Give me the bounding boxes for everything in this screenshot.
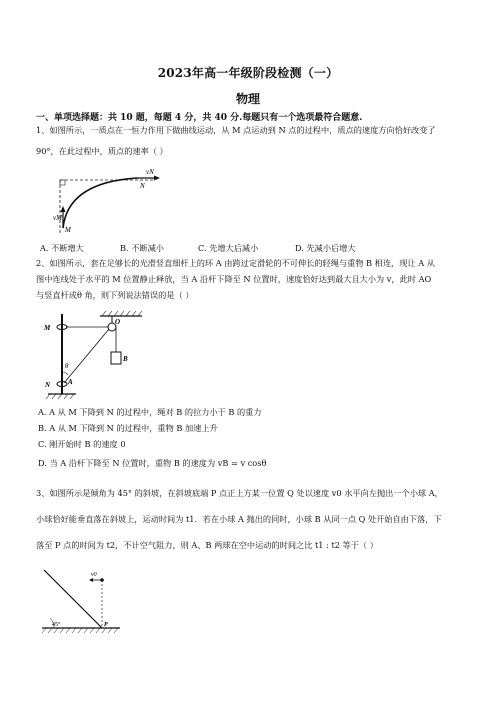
q3-line2: 小球恰好能垂直落在斜坡上，运动时间为 t1．若在小球 A 抛出的同时，小球 B 从同一点 Q 处开始自由下落，下 [36, 514, 442, 524]
q2-line3: 与竖直杆成θ 角，则下列说法错误的是（ ） [36, 290, 194, 300]
q2-figure [42, 308, 146, 400]
q2-ceiling-hatch [102, 311, 142, 316]
q3-figure [40, 566, 124, 638]
q3-ground-hatch [42, 628, 118, 633]
q3-label-v0: v0 [91, 572, 97, 578]
q1-line2: 90°，在此过程中，质点的速率（ ） [36, 146, 168, 156]
q1-label-N: N [140, 182, 145, 190]
q1-line1: 1、如图所示，一质点在一恒力作用下做曲线运动，从 M 点运动到 N 点的过程中，质点的速度方向恰好改变了 [36, 125, 436, 135]
q2-label-B: B [123, 355, 128, 363]
q3-v0-arrowhead [89, 578, 93, 582]
q2-line1: 2、如图所示，套在足够长的光滑竖直细杆上的环 A 由跨过定滑轮的不可伸长的轻绳与重物 B 相连，现让 A 从 [36, 258, 435, 268]
q2-label-theta: θ [65, 362, 69, 370]
q2-option-b: B. A 从 M 下降到 N 的过程中，重物 B 加速上升 [38, 423, 218, 433]
q1-figure [54, 166, 178, 236]
q3-line3: 落至 P 点的时间为 t2，不计空气阻力，则 A、B 两球在空中运动的时间之比 t1 : t2 等于（ ） [36, 540, 378, 550]
q3-slope [44, 570, 102, 628]
section-heading: 一、单项选择题：共 10 题，每题 4 分，共 40 分.每题只有一个选项最符合题意. [36, 113, 363, 123]
subject-title: 物理 [235, 92, 260, 106]
q1-vM-arrowhead [61, 206, 66, 212]
q2-option-c: C. 刚开始时 B 的速度 0 [38, 439, 126, 449]
q3-line1: 3、如图所示是倾角为 45° 的斜坡，在斜坡底端 P 点正上方某一位置 Q 处以速度 v0 水平向左抛出一个小球 A， [36, 488, 443, 498]
q1-label-vN: vN [146, 168, 154, 176]
q2-option-d: D. 当 A 沿杆下降至 N 位置时，重物 B 的速度为 vB = v cosθ [38, 458, 267, 468]
q2-option-a: A. A 从 M 下降到 N 的过程中，绳对 B 的拉力小于 B 的重力 [38, 407, 262, 417]
q3-label-angle: 45° [52, 622, 61, 628]
q1-right-angle-mark [60, 180, 65, 185]
q1-option-d: D. 先减小后增大 [295, 243, 356, 253]
q2-rope-AO [64, 329, 109, 383]
q1-vN-arrowhead [154, 176, 160, 181]
q1-option-c: C. 先增大后减小 [198, 243, 259, 253]
q2-line2: 图中连线处于水平的 M 位置静止释放，当 A 沿杆下降至 N 位置时，速度恰好达到最大且大小为 v，此时 AO [36, 274, 432, 284]
q1-trajectory [63, 178, 138, 228]
q2-label-M: M [44, 324, 51, 332]
q2-label-A: A [68, 378, 73, 386]
q2-ground-hatch [46, 394, 74, 399]
q1-label-vM: vM [53, 214, 62, 222]
q2-label-O: O [115, 318, 121, 326]
q2-label-N: N [45, 381, 51, 389]
q1-option-b: B. 不断减小 [120, 243, 164, 253]
q1-option-a: A. 不断增大 [40, 243, 84, 253]
q1-label-M: M [65, 226, 71, 234]
q3-label-P: P [104, 622, 108, 628]
exam-title: 2023年高一年级阶段检测（一） [157, 66, 339, 80]
q2-block-B [111, 352, 121, 364]
